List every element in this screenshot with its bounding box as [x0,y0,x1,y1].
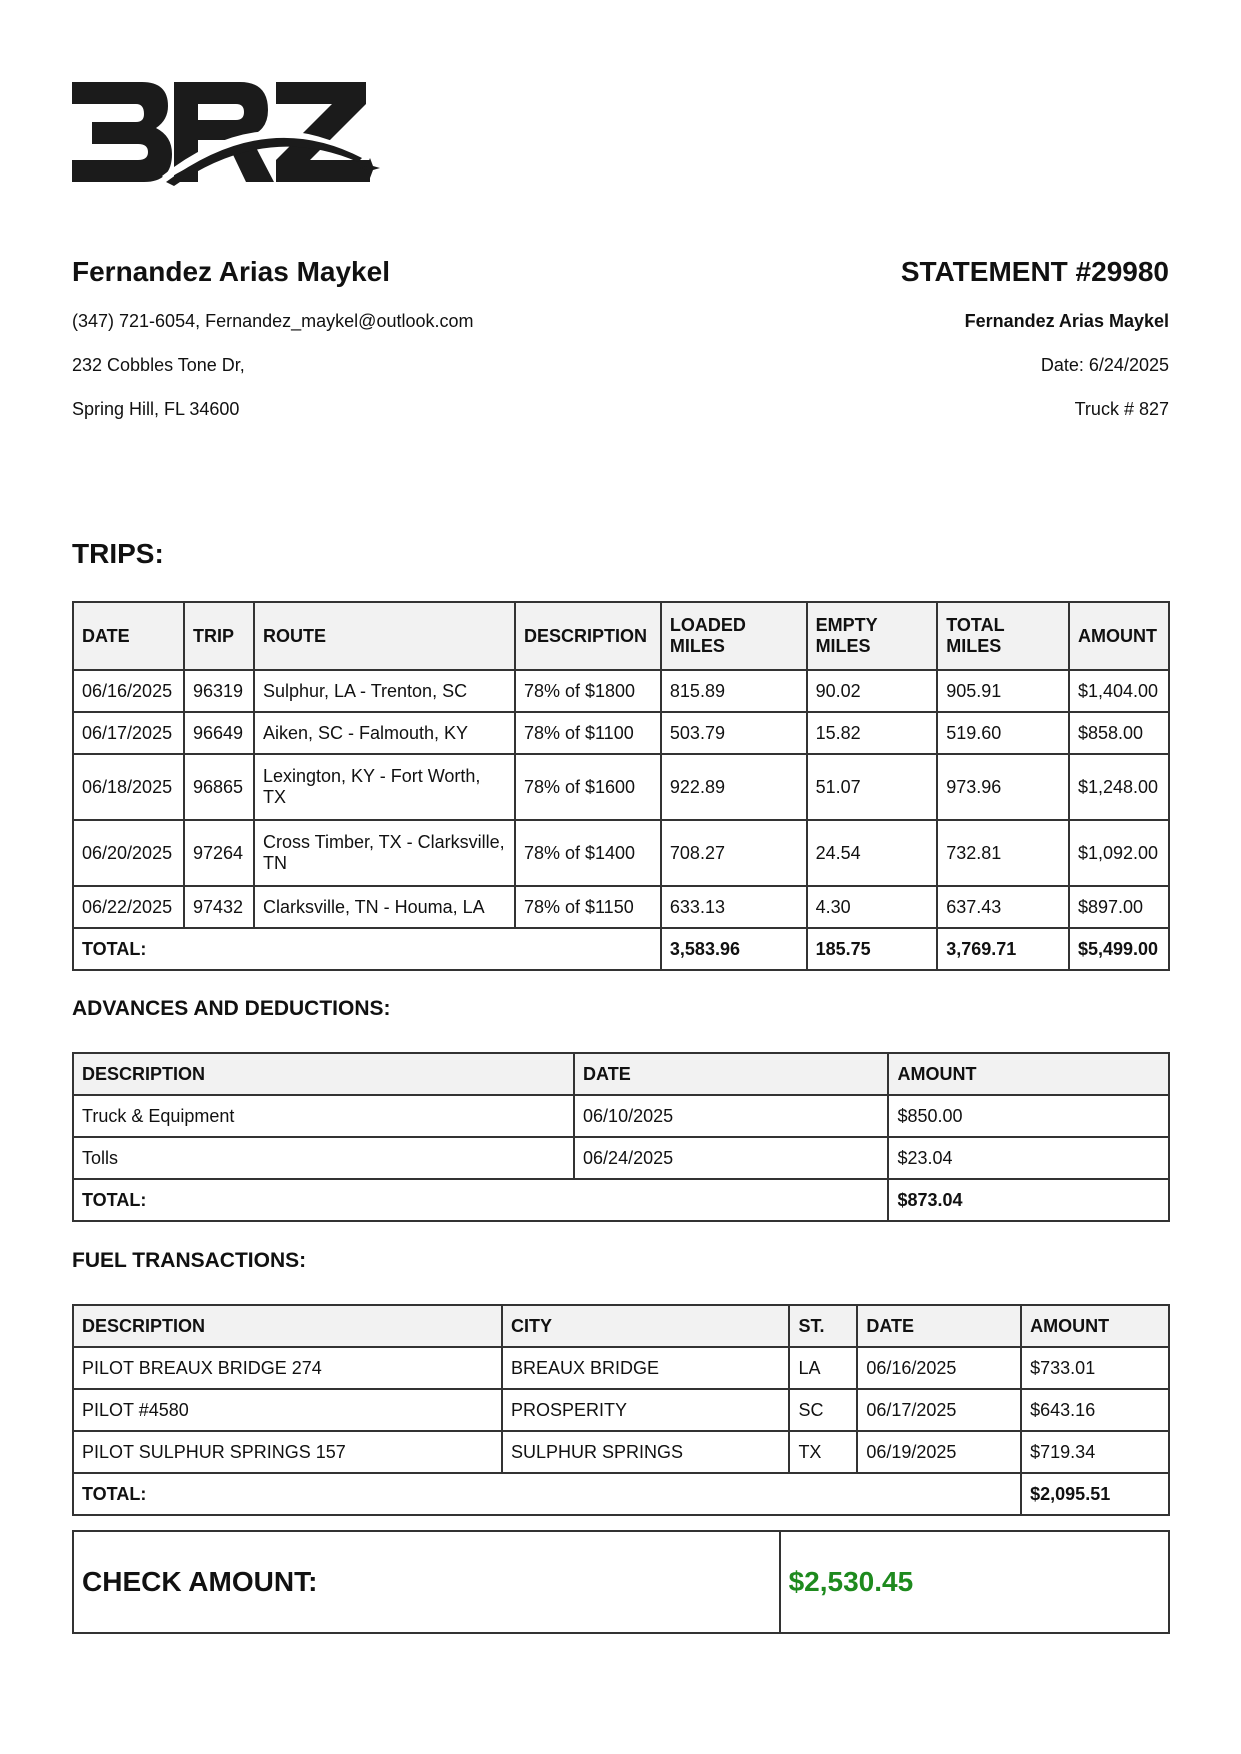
cell: 78% of $1100 [515,712,661,754]
col-header: AMOUNT [1069,602,1169,670]
table-row [73,712,1169,754]
cell: SULPHUR SPRINGS [502,1431,789,1473]
total-loaded-miles: 3,583.96 [661,928,807,970]
statement-title: STATEMENT #29980 [900,256,1169,287]
total-amount: $873.04 [888,1179,1169,1221]
cell: 78% of $1800 [515,670,661,712]
total-label: TOTAL: [73,1179,888,1221]
trips-total-row [73,928,1169,970]
driver-name: Fernandez Arias Maykel [72,256,390,287]
cell: 633.13 [661,886,807,928]
cell: $643.16 [1021,1389,1169,1431]
cell: $23.04 [888,1137,1169,1179]
cell: 96319 [184,670,254,712]
table-row [73,820,1169,886]
cell: 06/24/2025 [574,1137,888,1179]
cell: 97264 [184,820,254,886]
cell: 922.89 [661,754,807,820]
col-header: EMPTY MILES [807,602,938,670]
check-amount-value: $2,530.45 [780,1531,1169,1633]
check-amount-label: CHECK AMOUNT: [73,1531,780,1633]
table-row [73,886,1169,928]
cell: Aiken, SC - Falmouth, KY [254,712,515,754]
advances-table [72,1052,1170,1222]
cell: $1,248.00 [1069,754,1169,820]
col-header: TOTAL MILES [937,602,1069,670]
driver-address-line2: Spring Hill, FL 34600 [72,399,240,419]
statement-date: Date: 6/24/2025 [1040,355,1169,375]
cell: 78% of $1150 [515,886,661,928]
trips-table [72,601,1170,971]
fuel-header-row [73,1305,1169,1347]
trips-heading: TRIPS: [72,538,164,569]
cell: 06/17/2025 [857,1389,1021,1431]
cell: 06/17/2025 [73,712,184,754]
cell: 519.60 [937,712,1069,754]
check-amount-box [72,1530,1170,1634]
total-amount: $2,095.51 [1021,1473,1169,1515]
table-row [73,670,1169,712]
fuel-table [72,1304,1170,1516]
col-header: DATE [857,1305,1021,1347]
col-header: AMOUNT [1021,1305,1169,1347]
cell: 732.81 [937,820,1069,886]
fuel-heading: FUEL TRANSACTIONS: [72,1249,307,1272]
cell: 96865 [184,754,254,820]
cell: Truck & Equipment [73,1095,574,1137]
cell: 78% of $1600 [515,754,661,820]
table-row [73,1347,1169,1389]
cell: 815.89 [661,670,807,712]
statement-truck: Truck # 827 [1074,399,1169,419]
cell: 96649 [184,712,254,754]
col-header: DESCRIPTION [515,602,661,670]
col-header: LOADED MILES [661,602,807,670]
cell: 4.30 [807,886,938,928]
cell: 15.82 [807,712,938,754]
cell: PILOT SULPHUR SPRINGS 157 [73,1431,502,1473]
cell: $897.00 [1069,886,1169,928]
cell: 973.96 [937,754,1069,820]
col-header: CITY [502,1305,789,1347]
col-header: DESCRIPTION [73,1305,502,1347]
advances-heading: ADVANCES AND DEDUCTIONS: [72,997,391,1020]
cell: Clarksville, TN - Houma, LA [254,886,515,928]
total-empty-miles: 185.75 [807,928,938,970]
cell: $858.00 [1069,712,1169,754]
advances-header-row [73,1053,1169,1095]
cell: 97432 [184,886,254,928]
total-label: TOTAL: [73,928,661,970]
cell: Tolls [73,1137,574,1179]
cell: 06/16/2025 [857,1347,1021,1389]
cell: Sulphur, LA - Trenton, SC [254,670,515,712]
cell: 637.43 [937,886,1069,928]
brz-logo [70,78,380,190]
cell: BREAUX BRIDGE [502,1347,789,1389]
col-header: DATE [574,1053,888,1095]
cell: 24.54 [807,820,938,886]
cell: $850.00 [888,1095,1169,1137]
driver-contact: (347) 721-6054, Fernandez_maykel@outlook.com [72,311,474,331]
cell: Cross Timber, TX - Clarksville, TN [254,820,515,886]
total-amount: $5,499.00 [1069,928,1169,970]
cell: 905.91 [937,670,1069,712]
total-label: TOTAL: [73,1473,1021,1515]
table-row [73,1389,1169,1431]
cell: LA [789,1347,857,1389]
trips-header-row [73,602,1169,670]
col-header: ROUTE [254,602,515,670]
table-row [73,1137,1169,1179]
cell: PILOT #4580 [73,1389,502,1431]
driver-address-line1: 232 Cobbles Tone Dr, [72,355,245,375]
cell: 78% of $1400 [515,820,661,886]
cell: 06/16/2025 [73,670,184,712]
cell: 06/10/2025 [574,1095,888,1137]
cell: Lexington, KY - Fort Worth, TX [254,754,515,820]
cell: 06/19/2025 [857,1431,1021,1473]
cell: PILOT BREAUX BRIDGE 274 [73,1347,502,1389]
cell: 06/18/2025 [73,754,184,820]
cell: 51.07 [807,754,938,820]
col-header: ST. [789,1305,857,1347]
cell: $733.01 [1021,1347,1169,1389]
col-header: AMOUNT [888,1053,1169,1095]
cell: 06/20/2025 [73,820,184,886]
col-header: DESCRIPTION [73,1053,574,1095]
cell: 90.02 [807,670,938,712]
cell: 708.27 [661,820,807,886]
advances-total-row [73,1179,1169,1221]
statement-info [609,256,1169,420]
fuel-total-row [73,1473,1169,1515]
cell: $1,404.00 [1069,670,1169,712]
table-row [73,1095,1169,1137]
cell: 503.79 [661,712,807,754]
table-row [73,754,1169,820]
cell: $1,092.00 [1069,820,1169,886]
total-miles: 3,769.71 [937,928,1069,970]
table-row [73,1431,1169,1473]
cell: SC [789,1389,857,1431]
driver-info [72,256,632,420]
col-header: DATE [73,602,184,670]
cell: TX [789,1431,857,1473]
cell: 06/22/2025 [73,886,184,928]
col-header: TRIP [184,602,254,670]
statement-name: Fernandez Arias Maykel [964,311,1169,331]
cell: $719.34 [1021,1431,1169,1473]
cell: PROSPERITY [502,1389,789,1431]
